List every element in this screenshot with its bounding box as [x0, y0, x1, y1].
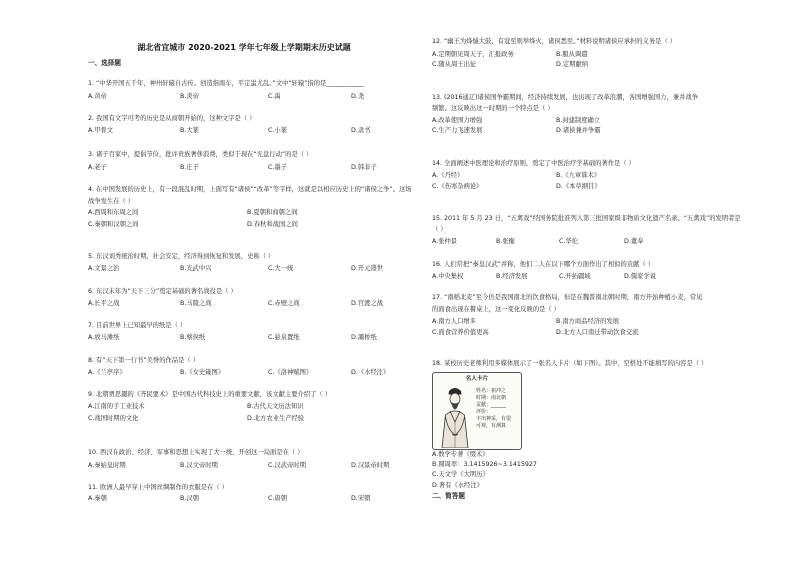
question-17-option-c: C.面食营养价值更高 [432, 329, 489, 336]
question-10-option-b: B.汉文帝时期 [180, 462, 218, 469]
card-line-evaluation-2: 丰出神采，有很 [476, 416, 512, 422]
card-line-evaluation: 评价： [476, 409, 492, 415]
card-line-period: 时期：南北朝 [476, 395, 507, 401]
question-15-option-a: A.张仲景 [432, 238, 458, 245]
question-15-option-c: C.华佗 [559, 238, 578, 245]
question-1-option-d: D.尧 [351, 93, 365, 100]
question-13-option-d: D.诸侯兼并争霸 [556, 127, 601, 134]
question-4-option-d: D.春秋和战国之间 [247, 221, 298, 228]
question-1-option-a: A.黄帝 [88, 93, 107, 100]
question-4-stem-line-2: 战争发生在（ ） [88, 198, 135, 205]
question-7-stem: 7. 目前世界上已知最早的纸是（ ） [88, 322, 187, 329]
question-15-stem-line-1: 15. 2011 年 5 月 23 日，“五禽戏”经国务院批准列入第三批国家级非物质文化遗产名录。“五禽戏”的发明者是 [432, 215, 741, 222]
question-4-stem-line-1: 4. 在中国发展的历史上，有一段混乱时期，上面写有“诸侯”“改革”等字样，这就是以相应历史上的“诸侯之争”。这场 [88, 186, 412, 193]
question-17-option-b: B.南方商品经济的发展 [556, 318, 619, 325]
section-heading-choice: 一、选择题 [88, 59, 121, 67]
question-13-option-b: B.封建制度确立 [556, 117, 601, 124]
question-15-option-b: B.张衡 [496, 238, 515, 245]
celebrity-card [432, 372, 522, 450]
question-14-option-a: A.《丹经》 [432, 172, 464, 179]
question-6-option-a: A.长平之战 [88, 300, 120, 307]
question-14-option-c: C.《伤寒杂病论》 [432, 183, 483, 190]
question-13-stem-line-1: 13. (2016通辽)诸侯国争霸期间，经济持续发展，也出现了改革浪潮，各国增强国力，兼并战争 [432, 94, 698, 101]
question-12-option-d: D.定期献纳 [556, 61, 589, 68]
question-6-option-d: D.官渡之战 [351, 300, 384, 307]
question-16-stem: 16. 人们常把“秦皇汉武”并称，他们二人在以下哪个方面作出了相似的贡献（ ） [432, 261, 655, 268]
question-7-option-b: B.蔡侯纸 [180, 334, 206, 341]
section-heading-short-answer: 二、简答题 [432, 492, 465, 500]
question-18-option-a: A.数学专著《缀术》 [432, 451, 489, 458]
question-18-option-b: B.圆周率：3.1415926~3.1415927 [432, 461, 537, 468]
question-3-option-b: B.庄子 [180, 164, 199, 171]
question-15-stem-line-2: （ ） [432, 226, 447, 233]
question-1-stem: 1. “中华开国五千年，神州轩辕自古传。创造指南车，平定蚩尤乱。”文中“轩辕”指的是____________ [88, 80, 365, 87]
question-8-option-c: C.《洛神赋图》 [268, 369, 313, 376]
question-16-option-d: D.儒家学说 [624, 273, 657, 280]
question-3-stem: 3. 诸子百家中，提倡节俭，批评贵族奢侈浪费，类似于现在“光盘行动”的是（ ） [88, 151, 313, 158]
question-4-option-b: B.夏朝和商朝之间 [247, 209, 298, 216]
question-12-option-a: A.定期朝见周天子，汇报政务 [432, 51, 514, 58]
question-8-option-a: A.《兰亭序》 [88, 369, 126, 376]
question-14-stem: 14. 全面阐述中医理论和治疗原则，奠定了中医治疗学基础的著作是（ ） [432, 160, 635, 167]
question-13-option-c: C.生产力飞速发展 [432, 127, 483, 134]
question-13-option-a: A.改革使国力增强 [432, 117, 483, 124]
question-2-option-c: C.小篆 [268, 127, 287, 134]
question-14-option-b: B.《九章算术》 [556, 172, 601, 179]
question-4-option-a: A.西周和东周之间 [88, 209, 139, 216]
question-9-option-a: A.江南的手工业技术 [88, 403, 145, 410]
question-9-stem: 9. 北朝贾思勰的《齐民要术》是中国古代科技史上的重要文献，该文献主要介绍了（ ） [88, 391, 331, 398]
question-5-option-c: C.大一统 [268, 265, 294, 272]
question-10-option-c: C.汉武帝时期 [268, 462, 306, 469]
question-18-option-c: C.天文学《大明历》 [432, 471, 489, 478]
question-5-option-b: B.光武中兴 [180, 265, 212, 272]
question-6-stem: 6. 东汉末年为“天下三分”奠定基础的著名战役是（ ） [88, 288, 237, 295]
portrait-image [437, 384, 473, 448]
question-8-option-d: D.《水经注》 [351, 369, 390, 376]
question-2-option-d: D.隶书 [351, 127, 371, 134]
question-1-option-b: B.炎帝 [180, 93, 199, 100]
question-1-option-c: C.禹 [268, 93, 281, 100]
question-12-option-c: C.随从周王出征 [432, 61, 477, 68]
question-10-option-d: D.汉景帝时期 [351, 462, 390, 469]
question-11-option-c: C.唐朝 [268, 495, 287, 502]
question-17-stem-line-2: 的面食出现在餐桌上，这一变化反映的是（ ） [432, 306, 560, 313]
question-12-option-b: B.服从调遣 [556, 51, 588, 58]
question-14-option-d: D.《本草纲目》 [556, 183, 601, 190]
question-2-stem: 2. 我国有文字可考的历史是从商朝开始的，这种文字是（ ） [88, 115, 256, 122]
card-line-name: 姓名：祖冲之 [476, 388, 507, 394]
question-10-stem: 10. 西汉在政治、经济、军事和思想上实现了大一统，开创这一局面是在（ ） [88, 449, 304, 456]
question-7-option-c: C.悬泉置纸 [268, 334, 300, 341]
question-9-option-b: B.古代天文历法知识 [247, 403, 304, 410]
question-16-option-b: B.经济发展 [496, 273, 528, 280]
question-15-option-d: D.董奉 [624, 238, 644, 245]
question-17-option-a: A.南方人口增多 [432, 318, 476, 325]
card-line-evaluation-3: 可观，有测算 [476, 423, 507, 429]
question-11-option-b: B.汉朝 [180, 495, 199, 502]
question-18-option-d: D.著有《水经注》 [432, 482, 483, 489]
question-18-stem: 18. 某校历史老师利用多媒体展示了一张名人卡片（如下图）。其中，空格处不能填写的内容是（ ） [432, 360, 708, 367]
question-16-option-c: C.开拓疆域 [559, 273, 591, 280]
page-title: 湖北省宜城市 2020-2021 学年七年级上学期期末历史试题 [137, 43, 351, 52]
question-3-option-c: C.墨子 [268, 164, 287, 171]
question-2-option-a: A.甲骨文 [88, 127, 114, 134]
celebrity-card-heading: 名人卡片 [465, 376, 489, 382]
question-9-option-c: C.战国时期的文化 [88, 415, 139, 422]
question-11-stem: 11. 欧洲人最早穿上中国丝绸制作的衣服是在（ ） [88, 484, 228, 491]
question-4-option-c: C.秦朝和汉朝之间 [88, 221, 139, 228]
question-10-option-a: A.秦始皇时期 [88, 462, 126, 469]
question-12-stem: 12. “幽王为烽燧大鼓，有寇至则举烽火，诸侯悉至。”材料说明诸侯应承担的义务是（ ） [432, 38, 677, 45]
question-3-option-a: A.老子 [88, 164, 107, 171]
card-line-contribution: 贡献：______ [476, 402, 507, 408]
question-16-option-a: A.中央集权 [432, 273, 464, 280]
question-11-option-a: A.秦朝 [88, 495, 107, 502]
question-8-stem: 8. 有“天下第一行书”美誉的作品是（ ） [88, 357, 199, 364]
question-7-option-a: A.放马滩纸 [88, 334, 120, 341]
question-9-option-d: D.北方农业生产经验 [247, 415, 305, 422]
question-8-option-b: B.《女史箴图》 [180, 369, 225, 376]
question-5-option-d: D.开元盛世 [351, 265, 384, 272]
question-2-option-b: B.大篆 [180, 127, 199, 134]
question-11-option-d: D.宋朝 [351, 495, 371, 502]
question-5-option-a: A.文景之治 [88, 265, 120, 272]
question-6-option-b: B.马陵之战 [180, 300, 212, 307]
question-7-option-d: D.灞桥纸 [351, 334, 377, 341]
question-17-stem-line-1: 17. “南稻北麦”至今仍是我国南北的饮食格局，但是在魏晋南北朝时期，南方开始种植小麦，常见 [432, 294, 703, 301]
question-6-option-c: C.赤壁之战 [268, 300, 300, 307]
question-3-option-d: D.韩非子 [351, 164, 377, 171]
question-17-option-d: D.北方人口南迁带动饮食交流 [556, 329, 639, 336]
question-5-stem: 5. 东汉刘秀统治时期，社会安定，经济得到恢复和发展，史称（ ） [88, 253, 275, 260]
question-13-stem-line-2: 频繁。这反映出这一时期的一个特点是（ ） [432, 105, 554, 112]
